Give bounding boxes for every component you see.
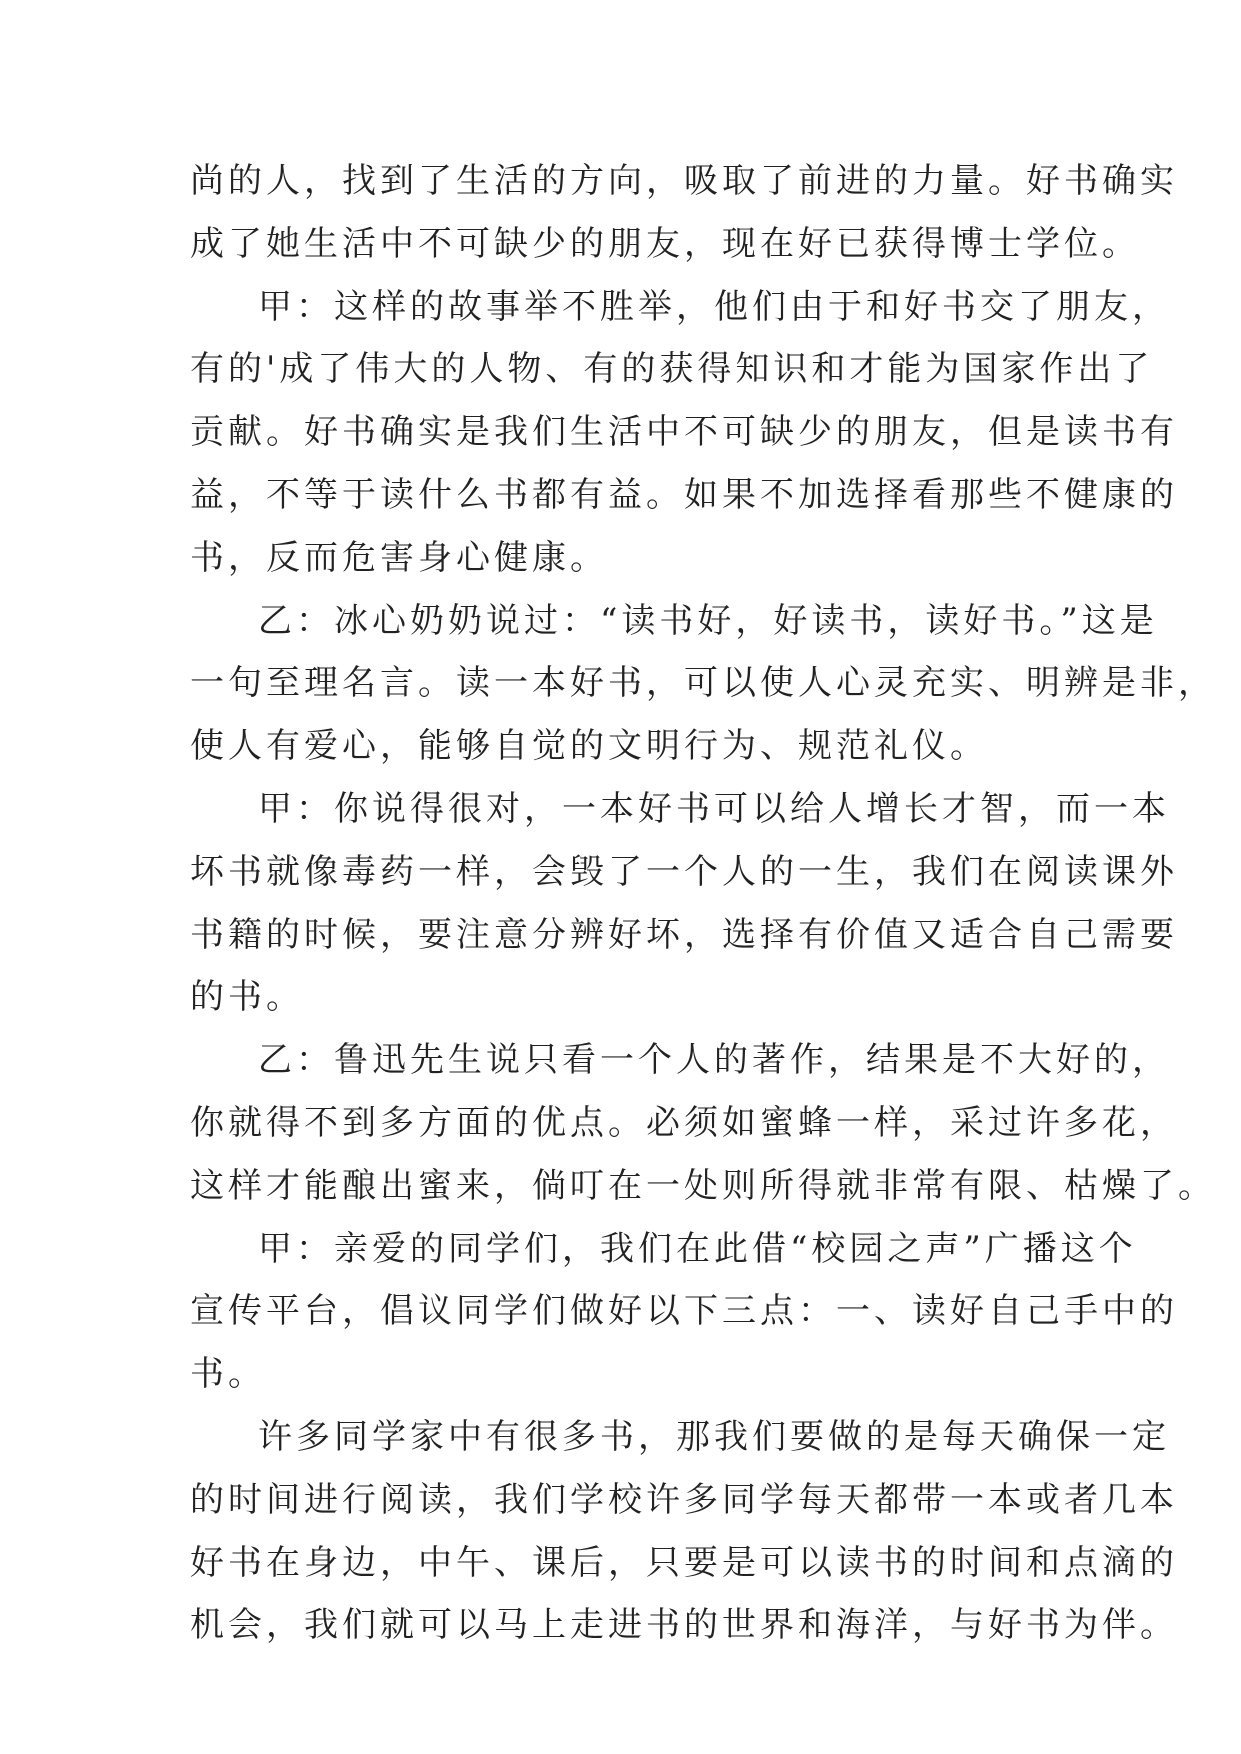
text-line: 的书。 <box>190 977 304 1018</box>
text-line: 使人有爱心，能够自觉的文明行为、规范礼仪。 <box>190 726 988 767</box>
text-line: 书籍的时候，要注意分辨好坏，选择有价值又适合自己需要 <box>190 914 1178 955</box>
text-line: 许多同学家中有很多书，那我们要做的是每天确保一定 <box>258 1416 1170 1457</box>
text-line: 一句至理名言。读一本好书，可以使人心灵充实、明辨是非， <box>190 663 1216 704</box>
text-line: 乙：冰心奶奶说过：“读书好，好读书，读好书。”这是 <box>258 600 1158 641</box>
document-body <box>190 150 1216 1657</box>
text-line: 机会，我们就可以马上走进书的世界和海洋，与好书为伴。 <box>190 1605 1178 1646</box>
text-line: 成了她生活中不可缺少的朋友，现在好已获得博士学位。 <box>190 223 1140 264</box>
text-line: 益，不等于读什么书都有益。如果不加选择看那些不健康的 <box>190 474 1178 515</box>
text-line: 书。 <box>190 1354 266 1395</box>
text-line: 乙：鲁迅先生说只看一个人的著作，结果是不大好的， <box>258 1040 1170 1081</box>
text-line: 甲：你说得很对，一本好书可以给人增长才智，而一本 <box>258 788 1170 829</box>
text-line: 尚的人，找到了生活的方向，吸取了前进的力量。好书确实 <box>190 161 1178 201</box>
text-line: 宣传平台，倡议同学们做好以下三点：一、读好自己手中的 <box>190 1291 1178 1332</box>
text-line: 这样才能酿出蜜来，倘叮在一处则所得就非常有限、枯燥了。 <box>190 1165 1216 1206</box>
text-line: 坏书就像毒药一样，会毁了一个人的一生，我们在阅读课外 <box>190 851 1178 892</box>
text-line: 贡献。好书确实是我们生活中不可缺少的朋友，但是读书有 <box>190 412 1178 453</box>
text-line: 甲：这样的故事举不胜举，他们由于和好书交了朋友， <box>258 286 1170 327</box>
text-line: 甲：亲爱的同学们，我们在此借“校园之声”广播这个 <box>258 1228 1137 1269</box>
text-line: 的时间进行阅读，我们学校许多同学每天都带一本或者几本 <box>190 1479 1178 1520</box>
text-line: 你就得不到多方面的优点。必须如蜜蜂一样，采过许多花， <box>190 1102 1178 1143</box>
text-line: 好书在身边，中午、课后，只要是可以读书的时间和点滴的 <box>190 1542 1178 1583</box>
text-line: 书，反而危害身心健康。 <box>190 537 608 578</box>
text-line: 有的'成了伟大的人物、有的获得知识和才能为国家作出了 <box>190 349 1154 390</box>
